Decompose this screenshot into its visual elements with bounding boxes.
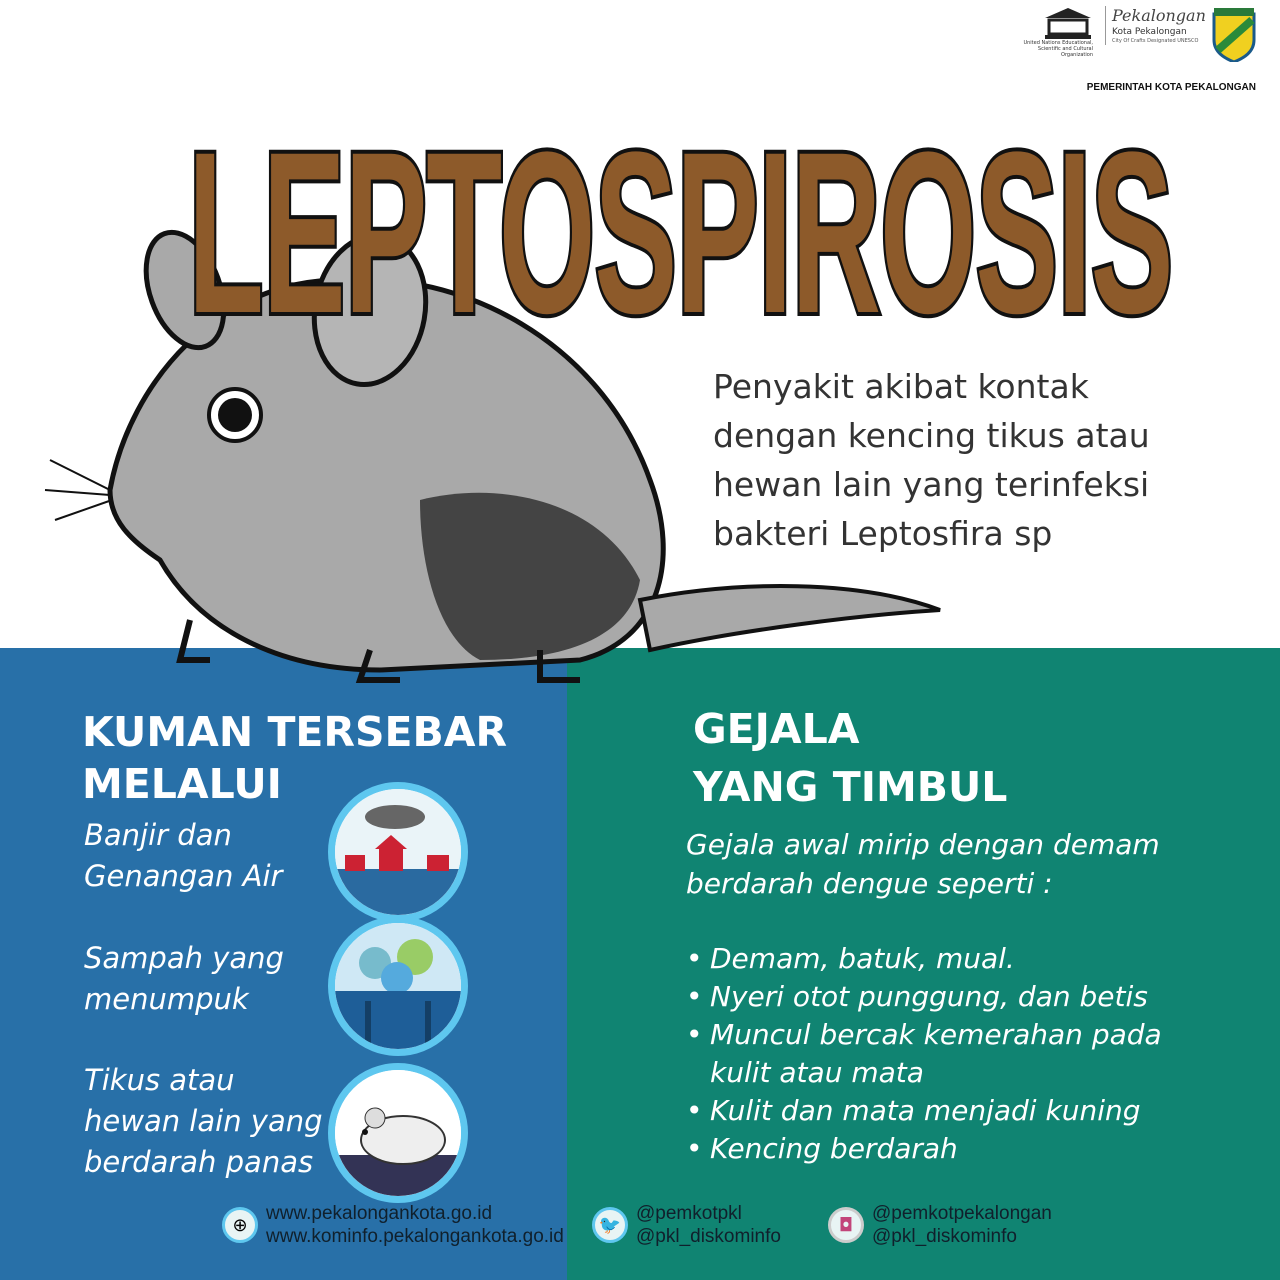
list-item: • Demam, batuk, mual. [686,940,1226,978]
instagram-handle[interactable]: @pemkotpekalongan [872,1203,1052,1224]
twitter-handle[interactable]: @pemkotpkl [636,1203,742,1224]
garbage-icon [328,916,468,1056]
symptoms-heading: GEJALA YANG TIMBUL [693,705,1008,811]
web-link[interactable]: www.pekalongankota.go.id [266,1203,493,1224]
rat-icon [328,1063,468,1203]
flood-icon [328,782,468,922]
footer-web [222,1202,564,1248]
list-item: • Kulit dan mata menjadi kuning [686,1092,1226,1130]
spread-heading: KUMAN TERSEBAR MELALUI [82,708,508,808]
page-title: LEPTOSPIROSIS [188,104,1173,361]
spread-item-rat: Tikus atau hewan lain yang berdarah panas [84,1063,323,1179]
symptoms-intro: Gejala awal mirip dengan demam berdarah dengue seperti : [686,828,1160,900]
twitter-handle[interactable]: @pkl_diskominfo [636,1226,781,1247]
web-link[interactable]: www.kominfo.pekalongankota.go.id [266,1226,564,1247]
footer-instagram [828,1202,1052,1248]
spread-item-flood: Banjir dan Genangan Air [84,818,283,893]
footer-twitter [592,1202,781,1248]
symptoms-list [686,940,1226,1168]
twitter-icon: 🐦 [592,1207,628,1243]
instagram-icon: ◘ [828,1207,864,1243]
list-item: • Nyeri otot punggung, dan betis [686,978,1226,1016]
unesco-logo: United Nations Educational, Scientific and Cultural Organization [1021,6,1093,58]
globe-icon: ⊕ [222,1207,258,1243]
list-item: • Kencing berdarah [686,1130,1226,1168]
list-item: • Muncul bercak kemerahan pada kulit atau mata [686,1016,1226,1092]
description: Penyakit akibat kontak dengan kencing tikus atau hewan lain yang terinfeksi bakteri Leptosfira sp [713,367,1150,553]
header-logos [1021,6,1256,66]
city-emblem [1212,6,1256,66]
pekalongan-logo: Pekalongan Kota Pekalongan City Of Crafts Designated UNESCO [1105,6,1200,45]
instagram-handle[interactable]: @pkl_diskominfo [872,1226,1017,1247]
government-label: PEMERINTAH KOTA PEKALONGAN [1086,82,1256,93]
spread-item-garbage: Sampah yang menumpuk [84,941,284,1016]
